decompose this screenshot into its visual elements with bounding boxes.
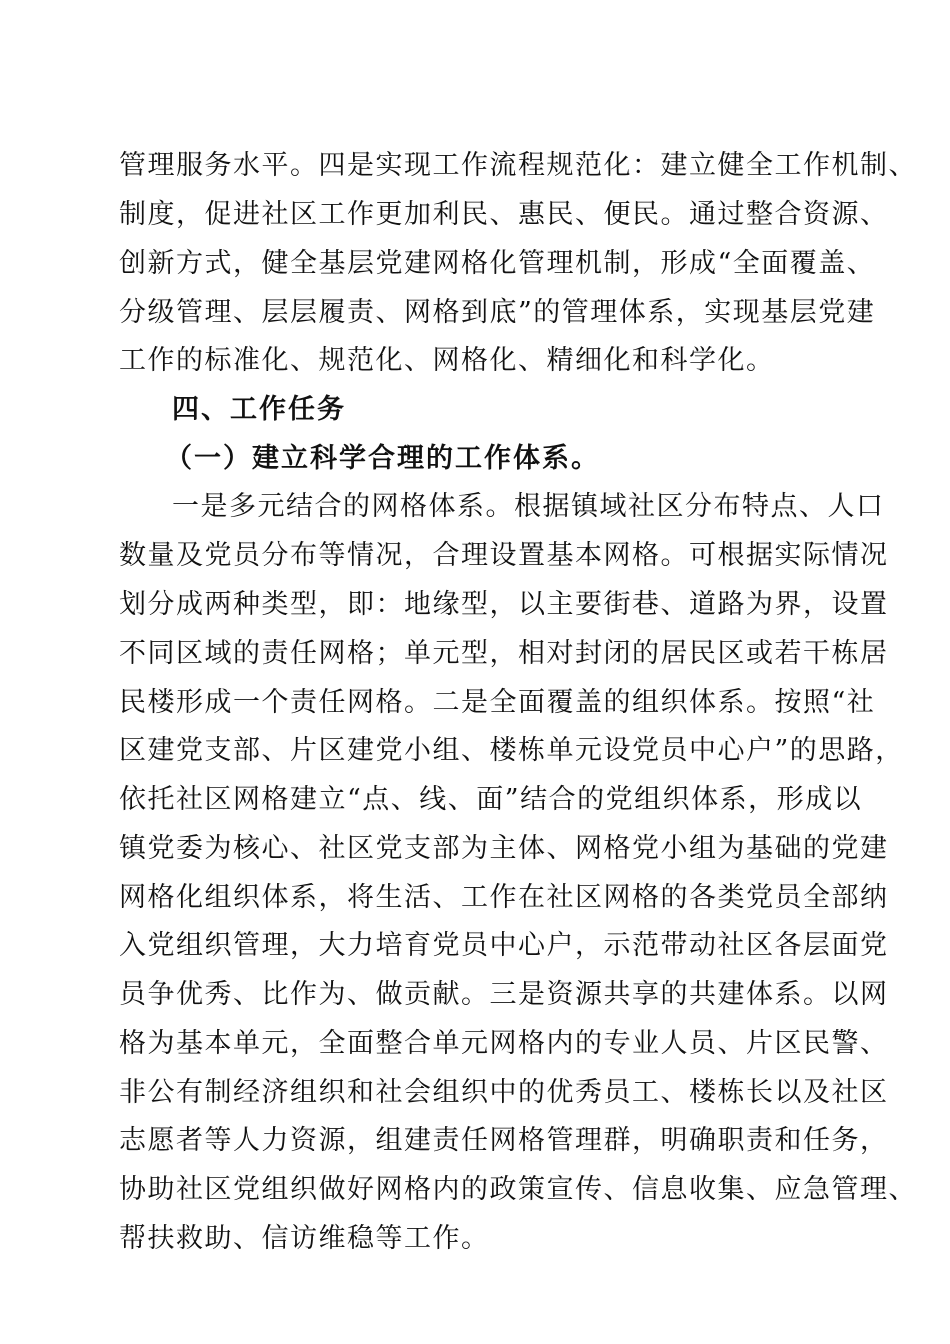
paragraph-line: 协助社区党组织做好网格内的政策宣传、信息收集、应急管理、	[119, 1174, 917, 1205]
paragraph-line: 入党组织管理，大力培育党员中心户，示范带动社区各层面党	[119, 930, 889, 961]
paragraph-line: 非公有制经济组织和社会组织中的优秀员工、楼栋长以及社区	[119, 1077, 889, 1108]
paragraph-line: 区建党支部、片区建党小组、楼栋单元设党员中心户”的思路，	[119, 735, 904, 766]
paragraph-line: 员争优秀、比作为、做贡献。三是资源共享的共建体系。以网	[119, 979, 889, 1010]
paragraph-line: 管理服务水平。四是实现工作流程规范化：建立健全工作机制、	[119, 150, 917, 181]
paragraph-line: 网格化组织体系，将生活、工作在社区网格的各类党员全部纳	[119, 882, 889, 913]
paragraph-line: 数量及党员分布等情况，合理设置基本网格。可根据实际情况	[119, 540, 889, 571]
paragraph-line: 划分成两种类型，即：地缘型，以主要街巷、道路为界，设置	[119, 589, 889, 620]
paragraph-line: 创新方式，健全基层党建网格化管理机制，形成“全面覆盖、	[119, 248, 876, 279]
paragraph-line: 民楼形成一个责任网格。二是全面覆盖的组织体系。按照“社	[119, 687, 876, 718]
paragraph-line: 帮扶救助、信访维稳等工作。	[119, 1223, 490, 1254]
paragraph-line: 工作的标准化、规范化、网格化、精细化和科学化。	[119, 345, 775, 376]
paragraph-line: 一是多元结合的网格体系。根据镇域社区分布特点、人口	[172, 491, 885, 522]
section-heading: 四、工作任务	[172, 394, 346, 425]
paragraph-line: 镇党委为核心、社区党支部为主体、网格党小组为基础的党建	[119, 833, 889, 864]
paragraph-line: 制度，促进社区工作更加利民、惠民、便民。通过整合资源、	[119, 199, 889, 230]
paragraph-line: 志愿者等人力资源，组建责任网格管理群，明确职责和任务，	[119, 1125, 889, 1156]
paragraph-line: 不同区域的责任网格；单元型，相对封闭的居民区或若干栋居	[119, 638, 889, 669]
paragraph-line: 分级管理、层层履责、网格到底”的管理体系，实现基层党建	[119, 297, 876, 328]
subsection-heading: （一）建立科学合理的工作体系。	[165, 443, 600, 474]
paragraph-line: 格为基本单元，全面整合单元网格内的专业人员、片区民警、	[119, 1028, 889, 1059]
paragraph-line: 依托社区网格建立“点、线、面”结合的党组织体系，形成以	[119, 784, 863, 815]
